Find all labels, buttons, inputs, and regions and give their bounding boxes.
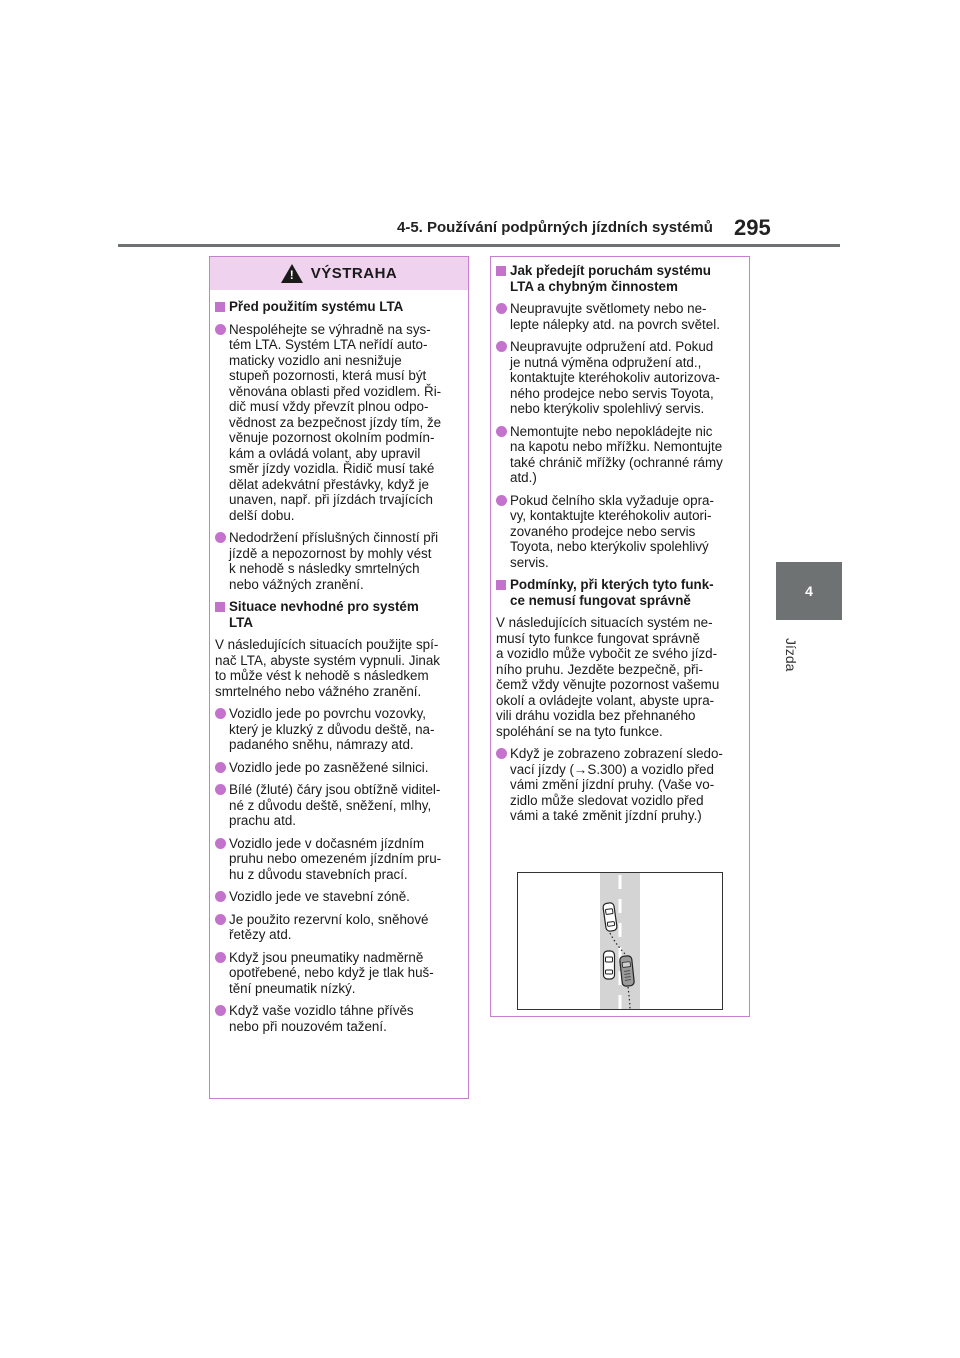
parked-vehicle-icon [604, 951, 615, 979]
paragraph: V následujících situacích systém ne- musí tyto funkce fungovat správně a vozidlo může vybočit ze svého jízd- ního pruhu. Jezděte bezpečně, při- čemž vždy věnujte pozornost vašemu okolí a ovládejte volant, abyste upra- vili dráhu vozidla bez přehnaného spoléhání se na tyto funkce. [496, 615, 720, 739]
warning-triangle-icon: ! [281, 264, 303, 283]
section-heading: Před použitím systému LTA [215, 299, 463, 315]
list-item: Vozidlo jede po zasněžené silnici. [215, 760, 463, 776]
paragraph: V následujících situacích použijte spí- nač LTA, abyste systém vypnuli. Jinak to může vést k nehodě s následkem smrtelného nebo vážného zranění. [215, 637, 441, 699]
info-content [496, 263, 744, 824]
lane-change-drawing [518, 873, 723, 1010]
list-item: Když je zobrazeno zobrazení sledo- vací jízdy (→S.300) a vozidlo před vámi změní jízdní pruhy. (Vaše vo- zidlo může sledovat vozidlo před vámi a také změnit jízdní pruhy.) [496, 746, 744, 824]
list-item: Vozidlo jede ve stavební zóně. [215, 889, 463, 905]
page-number: 295 [734, 215, 771, 240]
chapter-label [781, 638, 811, 698]
section-heading: Jak předejít poruchám systému LTA a chybným činnostem [496, 263, 744, 294]
chapter-tab[interactable] [776, 562, 842, 620]
list-item: Neupravujte odpružení atd. Pokud je nutná výměna odpružení atd., kontaktujte kteréhokoliv autorizova- ného prodejce nebo servis Toyota, nebo kterýkoliv spolehlivý servis. [496, 339, 744, 417]
list-item: Je použito rezervní kolo, sněhové řetězy atd. [215, 912, 463, 943]
list-item: Pokud čelního skla vyžaduje opra- vy, kontaktujte kteréhokoliv autori- zovaného prodejce nebo servis Toyota, nebo kterýkoliv spolehlivý servis. [496, 493, 744, 571]
list-item: Když vaše vozidlo táhne přívěs nebo při nouzovém tažení. [215, 1003, 463, 1034]
warning-box [209, 256, 469, 1099]
list-item: Bílé (žluté) čáry jsou obtížně viditel- né z důvodu deště, sněžení, mlhy, prachu atd. [215, 782, 463, 829]
list-item: Když jsou pneumatiky nadměrně opotřebené, nebo když je tlak huš- tění pneumatik nízký. [215, 950, 463, 997]
chapter-label-text: Jízda [783, 638, 799, 672]
list-item: Nedodržení příslušných činností při jízdě a nepozornost by mohly vést k nehodě s následky smrtelných nebo vážných zranění. [215, 530, 463, 592]
list-item: Nemontujte nebo nepokládejte nic na kapotu nebo mřížku. Nemontujte také chránič mřížky (ochranné rámy atd.) [496, 424, 744, 486]
list-item: Vozidlo jede v dočasném jízdním pruhu nebo omezeném jízdním pru- hu z důvodu stavebních prací. [215, 836, 463, 883]
warning-header [210, 257, 468, 290]
own-vehicle-icon [619, 955, 634, 986]
warning-content [215, 292, 463, 1034]
warning-title: VÝSTRAHA [310, 265, 398, 282]
road-surface [600, 873, 640, 1010]
header-title: 4-5. Používání podpůrných jízdních systémů [397, 219, 713, 236]
list-item: Vozidlo jede po povrchu vozovky, který je kluzký z důvodu deště, na- padaného sněhu, námrazy atd. [215, 706, 463, 753]
lane-change-illustration [517, 872, 723, 1010]
header-rule [118, 244, 840, 247]
chapter-number: 4 [805, 583, 813, 599]
list-item: Nespoléhejte se výhradně na sys- tém LTA. Systém LTA neřídí auto- maticky vozidlo ani nesnižuje stupeň pozornosti, která musí být věnována oblasti před vozidlem. Ři- dič musí vždy převzít plnou odpo- vědnost za bezpečnost jízdy tím, že věnuje pozornost okolním podmín- kám a ovládá volant, aby upravil směr jízdy vozidla. Řidič musí také dělat adekvátní přestávky, když je unaven, např. při jízdách trvajících delší dobu. [215, 322, 463, 524]
list-item: Neupravujte světlomety nebo ne- lepte nálepky atd. na povrch světel. [496, 301, 744, 332]
section-heading: Podmínky, při kterých tyto funk- ce nemusí fungovat správně [496, 577, 744, 608]
section-heading: Situace nevhodné pro systém LTA [215, 599, 463, 630]
